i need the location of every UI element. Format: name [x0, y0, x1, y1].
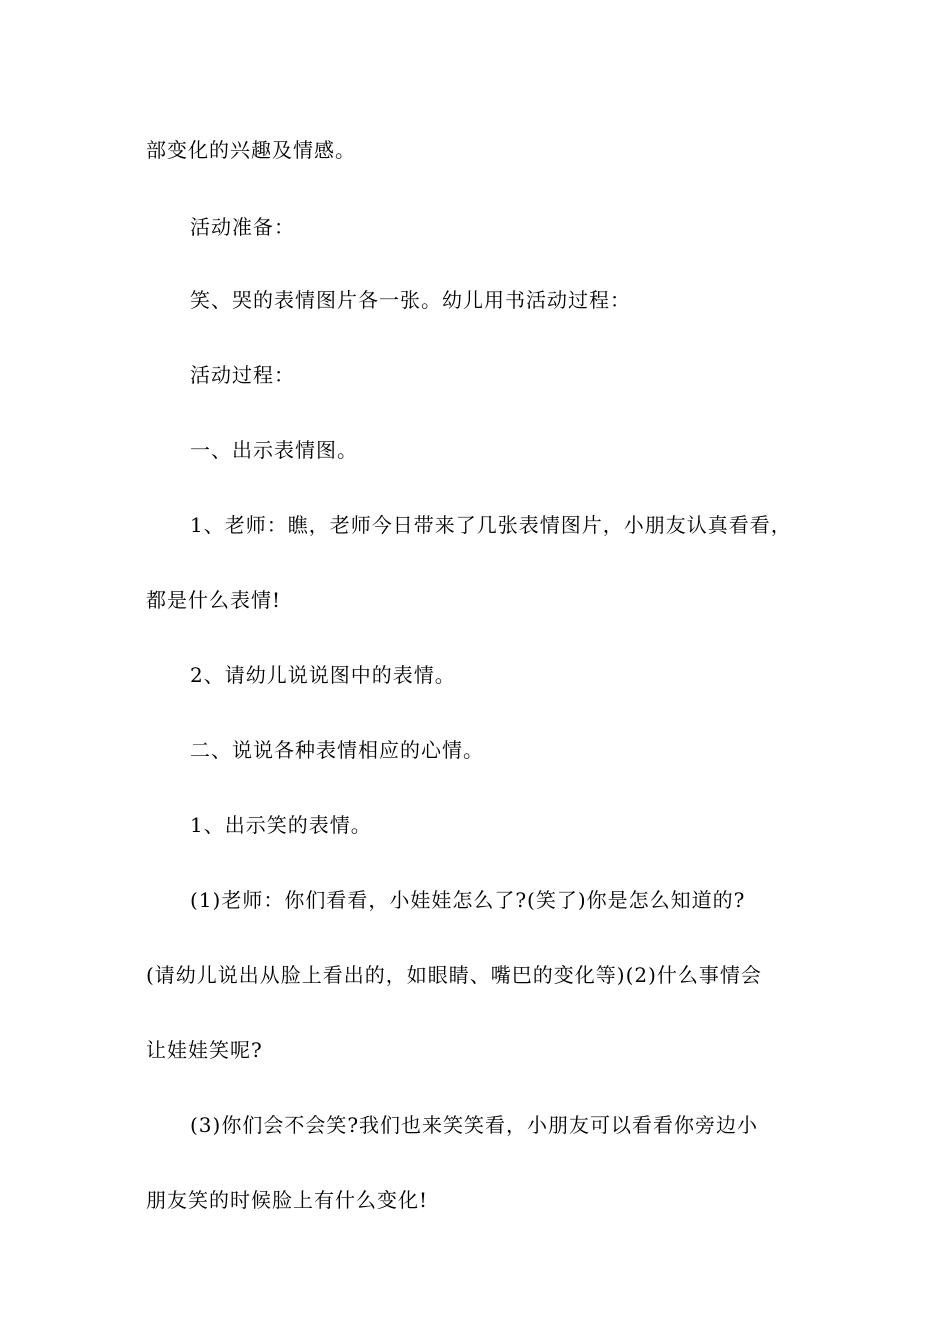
- section-heading: 二、说说各种表情相应的心情。: [190, 738, 484, 762]
- text-line: 笑、哭的表情图片各一张。幼儿用书活动过程：: [190, 288, 631, 312]
- text-line: 1、老师：瞧，老师今日带来了几张表情图片，小朋友认真看看，: [190, 513, 792, 537]
- section-heading: 活动过程：: [190, 363, 295, 387]
- text-line: 朋友笑的时候脸上有什么变化!: [146, 1188, 429, 1212]
- section-heading: 一、出示表情图。: [190, 438, 358, 462]
- text-line: 2、请幼儿说说图中的表情。: [190, 663, 456, 687]
- text-line: 1、出示笑的表情。: [190, 813, 372, 837]
- text-line: (请幼儿说出从脸上看出的，如眼睛、嘴巴的变化等)(2)什么事情会: [146, 963, 762, 987]
- text-line: 让娃娃笑呢?: [146, 1038, 263, 1062]
- text-line: (3)你们会不会笑?我们也来笑笑看，小朋友可以看看你旁边小: [190, 1113, 759, 1137]
- text-line: 都是什么表情!: [146, 588, 282, 612]
- text-line: (1)老师：你们看看，小娃娃怎么了?(笑了)你是怎么知道的?: [190, 888, 746, 912]
- text-line: 部变化的兴趣及情感。: [146, 138, 356, 162]
- section-heading: 活动准备：: [190, 215, 295, 239]
